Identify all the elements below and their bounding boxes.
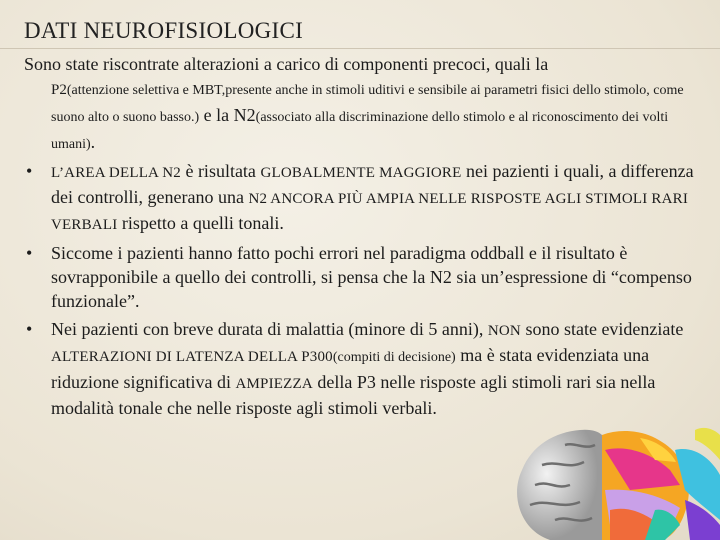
- bullet-text-segment: Siccome i pazienti hanno fatto pochi errori nel paradigma oddball e il risultato è sovrapponibile a quello dei controlli, si pensa che la N2 sia un’espressione di “compenso funzionale”.: [51, 243, 692, 311]
- bullet-text-segment: è risultata: [180, 161, 261, 181]
- bullet-text-segment: AMPIEZZA: [235, 376, 313, 392]
- intro-joiner: e la: [199, 105, 234, 125]
- intro-paragraph: [24, 52, 700, 157]
- p2-label: P2: [51, 82, 67, 98]
- slide-title: DATI NEUROFISIOLOGICI: [24, 18, 304, 43]
- bullet-text-segment: della P3 nelle risposte agli stimoli rari sia nella modalità tonale che nelle risposte agli stimoli verbali.: [51, 372, 656, 418]
- p2-description: (attenzione selettiva e MBT,presente anche in stimoli uditivi e sensibile ai parametri fisici dello stimolo, come suono alto o suono basso.): [51, 83, 684, 125]
- bullet-text-segment: ma è stata evidenziata una riduzione significativa di: [51, 345, 650, 392]
- bullet-item: [24, 241, 700, 313]
- bullet-dot: •: [26, 161, 33, 181]
- bullet-text-segment: N2 ANCORA PIÙ AMPIA NELLE RISPOSTE AGLI STIMOLI RARI VERBALI: [51, 191, 689, 233]
- bullet-list: [24, 159, 700, 420]
- intro-continuation: [24, 76, 700, 157]
- bullet-text-segment: ALTERAZIONI DI LATENZA DELLA P300: [51, 349, 333, 365]
- n2-description: (associato alla discriminazione dello stimolo e al riconoscimento dei volti umani): [51, 110, 669, 152]
- bullet-text-segment: GLOBALMENTE MAGGIORE: [260, 165, 462, 181]
- bullet-dot: •: [26, 319, 33, 339]
- bullet-text-segment: rispetto a quelli tonali.: [117, 213, 284, 233]
- bullet-text-segment: nei pazienti i quali, a differenza dei controlli, generano una: [51, 161, 694, 207]
- n2-label: N2: [233, 105, 256, 125]
- bullet-item: [24, 317, 700, 420]
- bullet-text-segment: L’AREA DELLA N2: [51, 165, 181, 181]
- title-divider: [0, 48, 720, 49]
- intro-line: Sono state riscontrate alterazioni a carico di componenti precoci, quali la: [24, 54, 549, 74]
- bullet-dot: •: [26, 243, 33, 263]
- bullet-text-segment: sono state evidenziate: [520, 319, 684, 339]
- intro-end: .: [90, 132, 96, 152]
- bullet-text-segment: NON: [487, 323, 521, 339]
- bullet-text-segment: (compiti di decisione): [332, 350, 456, 365]
- bullet-item: [24, 159, 700, 237]
- bullet-text-segment: Nei pazienti con breve durata di malattia (minore di 5 anni),: [51, 319, 488, 339]
- slide-body: [24, 52, 700, 424]
